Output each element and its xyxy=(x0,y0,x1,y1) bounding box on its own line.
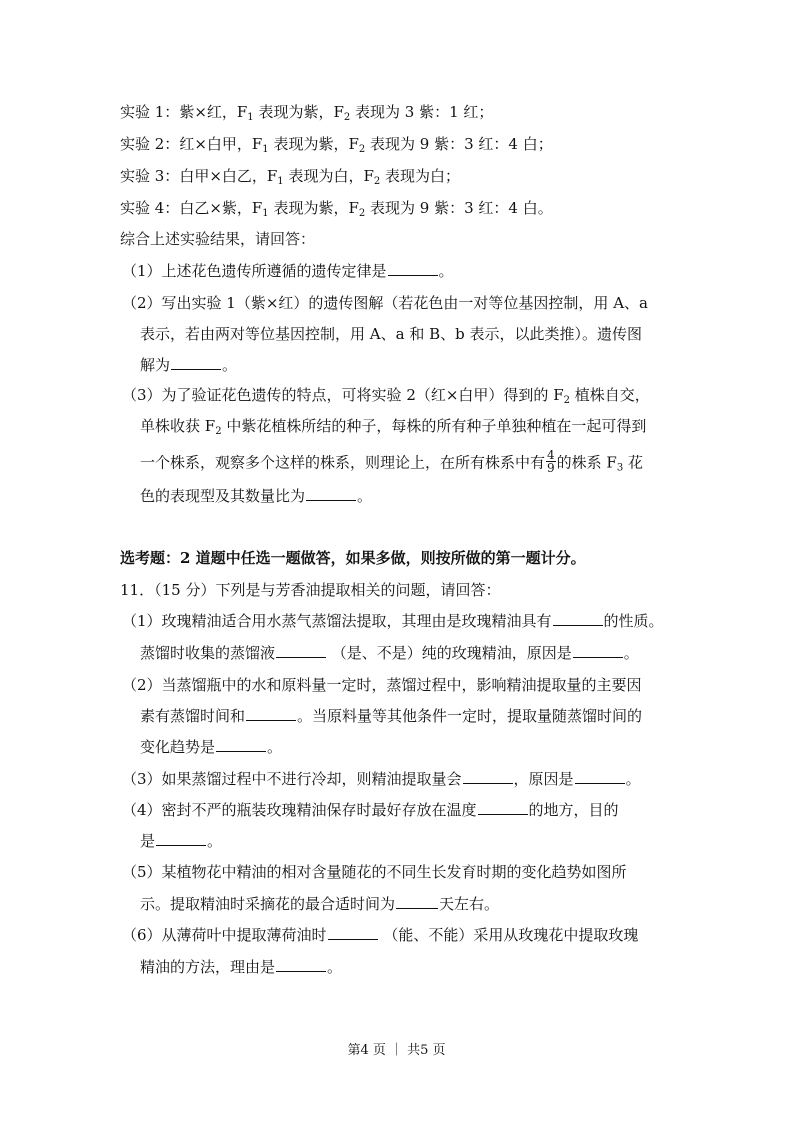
q11-part-4-line-2: 是 。 xyxy=(140,832,223,850)
answer-blank[interactable] xyxy=(276,957,326,972)
q11-part-4-line-1: （4）密封不严的瓶装玫瑰精油保存时最好存放在温度 的地方，目的 xyxy=(122,801,619,819)
question-1: （1）上述花色遗传所遵循的遗传定律是 。 xyxy=(122,262,454,280)
answer-blank[interactable] xyxy=(463,769,513,784)
question-11-intro: 11．（15 分）下列是与芳香油提取相关的问题，请回答： xyxy=(120,581,501,599)
section-title: 选考题：2 道题中任选一题做答，如果多做，则按所做的第一题计分。 xyxy=(120,549,586,567)
question-3-line-2: 单株收获 $F_2$ 中紫花植株所结的种子，每株的所有种子单独种植在一起可得到 xyxy=(140,417,647,437)
summary-text: 综合上述实验结果，请回答： xyxy=(120,230,316,248)
answer-blank[interactable] xyxy=(388,261,438,276)
q11-part-5-line-1: （5）某植物花中精油的相对含量随花的不同生长发育时期的变化趋势如图所 xyxy=(122,863,627,881)
q11-part-6-line-1: （6）从薄荷叶中提取薄荷油时 （能、不能）采用从玫瑰花中提取玫瑰 xyxy=(122,926,639,944)
answer-blank[interactable] xyxy=(553,611,603,626)
answer-blank[interactable] xyxy=(328,925,378,940)
q11-part-1-line-1: （1）玫瑰精油适合用水蒸气蒸馏法提取，其理由是玫瑰精油具有 的性质。 xyxy=(122,612,664,630)
page-footer: 第4 页 ｜ 共5 页 xyxy=(347,1043,446,1058)
q11-part-2-line-2: 素有蒸馏时间和 。当原料量等其他条件一定时，提取量随蒸馏时间的 xyxy=(140,707,643,725)
q11-part-3: （3）如果蒸馏过程中不进行冷却，则精油提取量会 ，原因是 。 xyxy=(122,770,641,788)
question-3-line-1: （3）为了验证花色遗传的特点，可将实验 2（红×白甲）得到的 $F_2$ 植株自交， xyxy=(122,386,650,406)
q11-part-2-line-3: 变化趋势是 。 xyxy=(140,738,283,756)
experiment-4: 实验 4：白乙×紫，$F_1$ 表现为紫，$F_2$ 表现为 9 紫：3 红：4 白。 xyxy=(120,199,553,219)
q11-part-6-line-2: 精油的方法，理由是 。 xyxy=(140,958,343,976)
question-2-line-3: 解为 。 xyxy=(140,356,238,374)
q11-part-2-line-1: （2）当蒸馏瓶中的水和原料量一定时，蒸馏过程中，影响精油提取量的主要因 xyxy=(122,676,642,694)
q11-part-1-line-2: 蒸馏时收集的蒸馏液 （是、不是）纯的玫瑰精油，原因是 。 xyxy=(140,644,639,662)
experiment-3: 实验 3：白甲×白乙，$F_1$ 表现为白，$F_2$ 表现为白； xyxy=(120,167,461,187)
question-3-line-3: 一个株系，观察多个这样的株系，则理论上，在所有株系中有 $\frac{4}{9}$ 的株系 $F_3$ 花 xyxy=(140,448,643,475)
answer-blank[interactable] xyxy=(478,800,528,815)
answer-blank[interactable] xyxy=(306,486,356,501)
question-2-line-2: 表示，若由两对等位基因控制，用 A、a 和 B、b 表示，以此类推）。遗传图 xyxy=(140,325,642,343)
experiment-2: 实验 2：红×白甲，$F_1$ 表现为紫，$F_2$ 表现为 9 紫：3 红：4 白； xyxy=(120,135,553,155)
answer-blank[interactable] xyxy=(246,706,296,721)
experiment-1: 实验 1：紫×红，$F_1$ 表现为紫，$F_2$ 表现为 3 紫：1 红； xyxy=(120,103,494,123)
answer-blank[interactable] xyxy=(575,769,625,784)
answer-blank[interactable] xyxy=(573,643,623,658)
answer-blank[interactable] xyxy=(216,737,266,752)
fraction: $\frac{4}{9}$ xyxy=(547,448,555,475)
q11-part-5-line-2: 示。提取精油时采摘花的最合适时间为 天左右。 xyxy=(140,895,500,913)
question-3-line-4: 色的表现型及其数量比为 。 xyxy=(140,487,373,505)
question-2-line-1: （2）写出实验 1（紫×红）的遗传图解（若花色由一对等位基因控制，用 A、a xyxy=(122,294,648,312)
answer-blank[interactable] xyxy=(171,355,221,370)
answer-blank[interactable] xyxy=(276,643,326,658)
answer-blank[interactable] xyxy=(156,831,206,846)
answer-blank[interactable] xyxy=(396,894,438,909)
